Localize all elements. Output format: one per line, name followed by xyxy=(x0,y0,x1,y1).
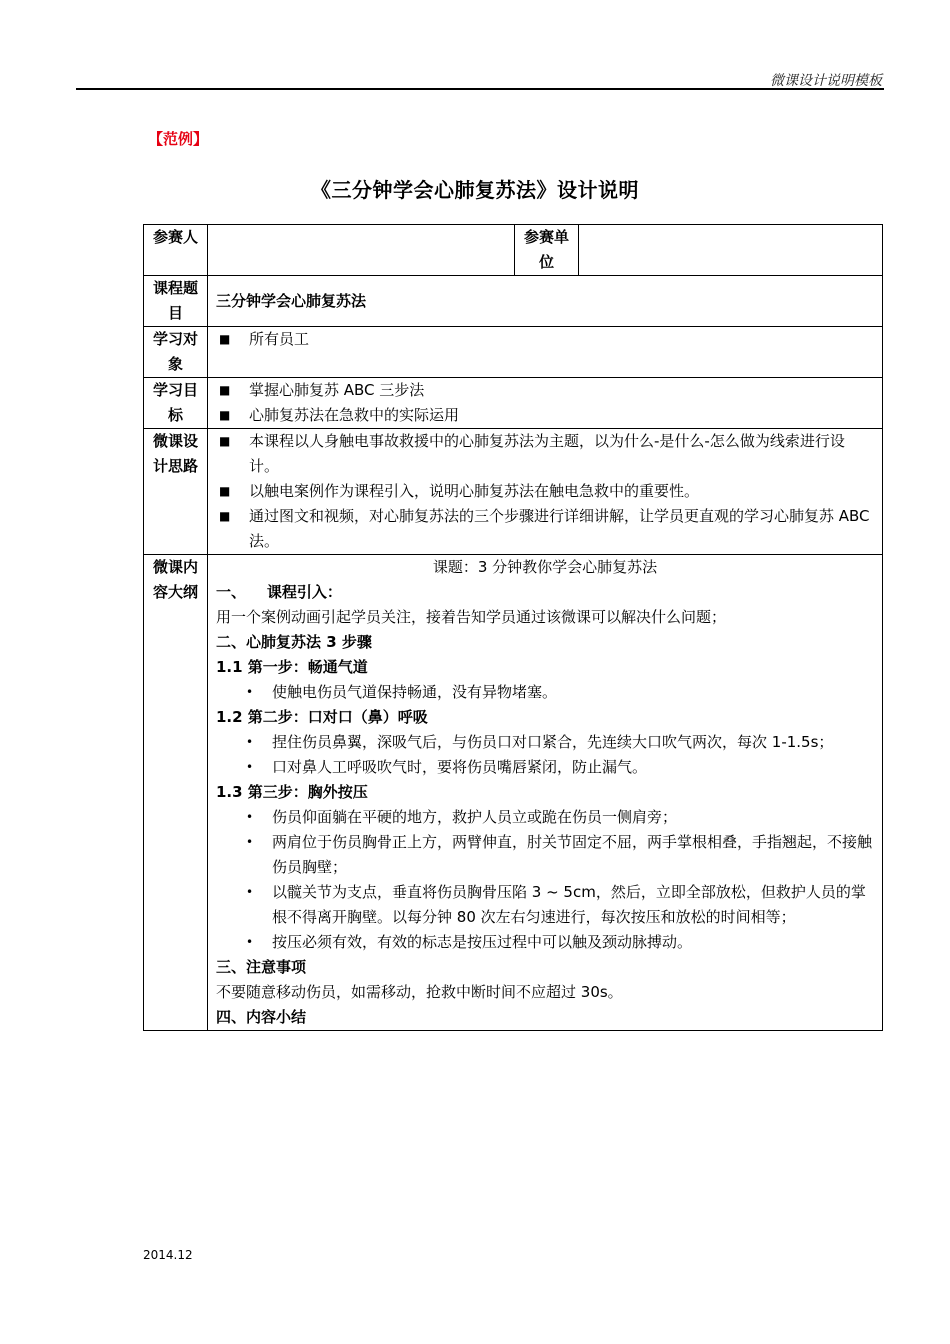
design-cell xyxy=(208,429,883,555)
square-bullet-icon: ■ xyxy=(219,484,231,498)
audience-cell xyxy=(208,327,883,378)
footer-date: 2014.12 xyxy=(143,1248,193,1262)
outline-topic: 课题：3 分钟教你学会心肺复苏法 xyxy=(432,558,658,576)
participant-value xyxy=(208,225,515,276)
outline-label: 微课内容大纲 xyxy=(144,555,208,1031)
example-tag: 【范例】 xyxy=(148,130,209,148)
participant-label: 参赛人 xyxy=(144,225,208,276)
list-item: ■ 以触电案例作为课程引入，说明心肺复苏法在触电急救中的重要性。 xyxy=(216,479,874,504)
step1-title: 1.1 第一步：畅通气道 xyxy=(216,658,368,676)
square-bullet-icon: ■ xyxy=(219,434,231,448)
list-item: • 按压必须有效，有效的标志是按压过程中可以触及颈动脉搏动。 xyxy=(216,930,874,955)
goals-cell xyxy=(208,378,883,429)
header-divider xyxy=(76,88,884,90)
square-bullet-icon: ■ xyxy=(219,383,231,397)
step3-title: 1.3 第三步：胸外按压 xyxy=(216,783,368,801)
bullet-dot-icon: • xyxy=(246,735,254,749)
square-bullet-icon: ■ xyxy=(219,509,231,523)
list-item: ■ 所有员工 xyxy=(216,327,874,352)
list-item: • 口对鼻人工呼吸吹气时，要将伤员嘴唇紧闭，防止漏气。 xyxy=(216,755,874,780)
step2-title: 1.2 第二步：口对口（鼻）呼吸 xyxy=(216,708,428,726)
goals-label: 学习目标 xyxy=(144,378,208,429)
unit-label: 参赛单位 xyxy=(515,225,579,276)
list-item: • 捏住伤员鼻翼，深吸气后，与伤员口对口紧合，先连续大口吹气两次，每次 1-1.5s； xyxy=(216,730,874,755)
square-bullet-icon: ■ xyxy=(219,332,231,346)
bullet-dot-icon: • xyxy=(246,935,254,949)
table-row-audience xyxy=(144,327,883,378)
bullet-dot-icon: • xyxy=(246,810,254,824)
bullet-dot-icon: • xyxy=(246,885,254,899)
audience-label: 学习对象 xyxy=(144,327,208,378)
bullet-dot-icon: • xyxy=(246,685,254,699)
table-row-participant xyxy=(144,225,883,276)
bullet-dot-icon: • xyxy=(246,760,254,774)
section-summary-title: 四、内容小结 xyxy=(216,1008,307,1026)
list-item: ■ 本课程以人身触电事故救援中的心肺复苏法为主题，以为什么-是什么-怎么做为线索进行设计。 xyxy=(216,429,874,479)
table-row-design xyxy=(144,429,883,555)
section-intro-title: 一、 课程引入： xyxy=(216,583,342,601)
page-title: 《三分钟学会心肺复苏法》设计说明 xyxy=(311,178,639,202)
table-row-course xyxy=(144,276,883,327)
section-notes-text: 不要随意移动伤员，如需移动，抢救中断时间不应超过 30s。 xyxy=(216,983,623,1001)
list-item: • 以髋关节为支点，垂直将伤员胸骨压陷 3 ~ 5cm，然后，立即全部放松，但救护人员的掌根不得离开胸壁。以每分钟 80 次左右匀速进行，每次按压和放松的时间相等； xyxy=(216,880,874,930)
section-notes-title: 三、注意事项 xyxy=(216,958,307,976)
design-table xyxy=(143,224,883,1031)
header-template-title: 微课设计说明模板 xyxy=(770,73,882,89)
list-item: • 伤员仰面躺在平硬的地方，救护人员立或跪在伤员一侧肩旁； xyxy=(216,805,874,830)
list-item: ■ 心肺复苏法在急救中的实际运用 xyxy=(216,403,874,428)
table-row-goals xyxy=(144,378,883,429)
design-label: 微课设计思路 xyxy=(144,429,208,555)
unit-value xyxy=(579,225,883,276)
course-label: 课程题目 xyxy=(144,276,208,327)
list-item: • 使触电伤员气道保持畅通，没有异物堵塞。 xyxy=(216,680,874,705)
section-steps-title: 二、心肺复苏法 3 步骤 xyxy=(216,633,372,651)
table-row-outline xyxy=(144,555,883,1031)
outline-cell xyxy=(208,555,883,1031)
square-bullet-icon: ■ xyxy=(219,408,231,422)
list-item: • 两肩位于伤员胸骨正上方，两臂伸直，肘关节固定不屈，两手掌根相叠，手指翘起，不接触伤员胸壁； xyxy=(216,830,874,880)
course-title: 三分钟学会心肺复苏法 xyxy=(208,276,883,327)
list-item: ■ 通过图文和视频，对心肺复苏法的三个步骤进行详细讲解，让学员更直观的学习心肺复苏 ABC 法。 xyxy=(216,504,874,554)
section-intro-text: 用一个案例动画引起学员关注，接着告知学员通过该微课可以解决什么问题； xyxy=(216,608,727,626)
list-item: ■ 掌握心肺复苏 ABC 三步法 xyxy=(216,378,874,403)
bullet-dot-icon: • xyxy=(246,835,254,849)
